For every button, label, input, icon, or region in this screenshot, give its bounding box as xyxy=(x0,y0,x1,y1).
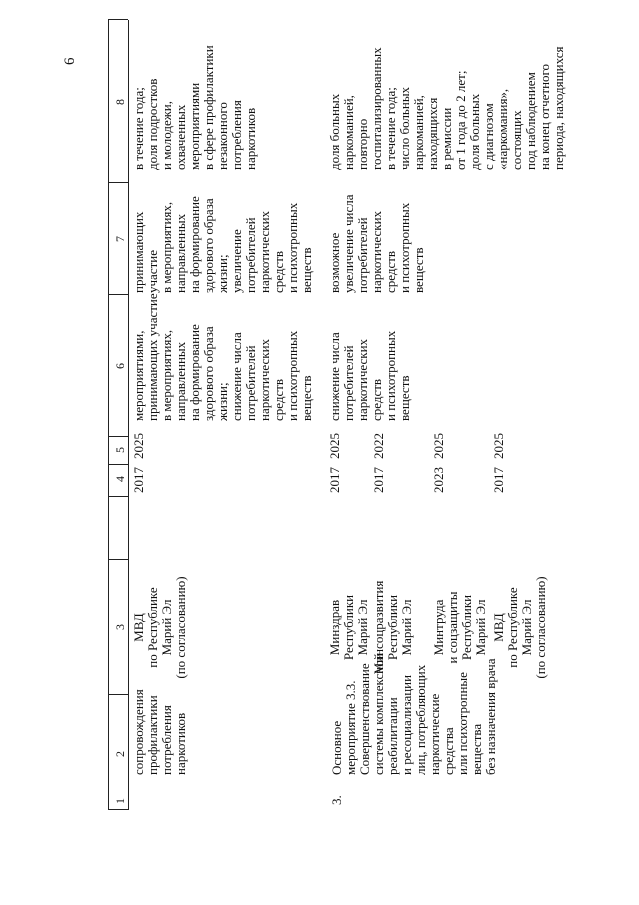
col-divider xyxy=(108,464,128,465)
row3-result-no: снижение числа потребителей наркотических средств и психотропных веществ xyxy=(327,330,412,421)
row-number: 3. xyxy=(329,795,344,805)
column-number: 4 xyxy=(113,476,127,482)
row-prev-start-year: 2017 xyxy=(131,467,146,493)
row-prev-end-year: 2025 xyxy=(131,433,146,459)
row3-start-year: 2017 xyxy=(371,467,386,493)
row3-executor-minzdrav: Минздрав Республики Марий Эл xyxy=(327,594,370,661)
row3-result-yes: возможное увеличение числа потребителей наркотических средств и психотропных веществ xyxy=(327,194,426,293)
row3-end-year: 2022 xyxy=(371,433,386,459)
row3-executor-minsoc: Минсоцразвития Республики Марий Эл xyxy=(371,580,414,675)
column-number: 5 xyxy=(113,447,127,453)
column-number: 3 xyxy=(113,624,127,630)
column-number: 7 xyxy=(113,236,127,242)
row3-start-year: 2017 xyxy=(491,467,506,493)
col-divider xyxy=(108,182,128,183)
col-divider xyxy=(108,294,128,295)
row3-start-year: 2023 xyxy=(431,467,446,493)
row3-executor-mvd: МВД по Республике Марий Эл (по согласованию) xyxy=(491,576,548,679)
row-prev-measure: сопровождения профилактики потребления наркотиков xyxy=(131,689,188,775)
column-number: 6 xyxy=(113,363,127,369)
row3-measure: Основное мероприятие 3.3. Совершенствование системы комплексной реабилитации и ресоциализации лиц, потребляющих наркотические средства или психотропные вещества без назначения врача xyxy=(329,653,498,775)
column-number: 2 xyxy=(113,751,127,757)
row-prev-result-yes: принимающих участие в мероприятиях, направленных на формирование здорового образа жизни; увеличение потребителей наркотических средств и психотропных веществ xyxy=(131,196,314,293)
col-divider xyxy=(108,809,128,810)
row-prev-indicators: в течение года; доля подростков и молодежи, охваченных мероприятиями в сфере профилактики незаконного потребления наркотиков xyxy=(131,45,258,170)
col-divider xyxy=(108,436,128,437)
row3-executor-mintrud: Минтруда и соцзащиты Республики Марий Эл xyxy=(431,591,488,664)
col-divider xyxy=(108,19,128,20)
column-number: 8 xyxy=(113,99,127,105)
col-divider xyxy=(108,559,128,560)
column-number: 1 xyxy=(113,798,127,804)
row3-indicators: доля больных наркоманией, повторно госпитализированных в течение года; число больных наркоманией, находящихся в ремиссии от 1 года до 2 лет; доля больных с диагнозом «наркомания», состоящих под наблюдением на конец отчетного периода, находящихся xyxy=(327,46,566,170)
row3-end-year: 2025 xyxy=(327,433,342,459)
col-divider xyxy=(108,496,128,497)
page-number: 6 xyxy=(62,57,78,65)
row3-end-year: 2025 xyxy=(431,433,446,459)
row3-start-year: 2017 xyxy=(327,467,342,493)
row-prev-result-no: мероприятиями, принимающих участие в мероприятиях, направленных на формирование здорового образа жизни; снижение числа потребителей наркотических средств и психотропных веществ xyxy=(131,293,314,421)
row-prev-executor: МВД по Республике Марий Эл (по согласованию) xyxy=(131,576,188,679)
header-bottom-border xyxy=(128,20,129,810)
table-top-border xyxy=(108,20,109,810)
row3-end-year: 2025 xyxy=(491,433,506,459)
col-divider xyxy=(108,694,128,695)
